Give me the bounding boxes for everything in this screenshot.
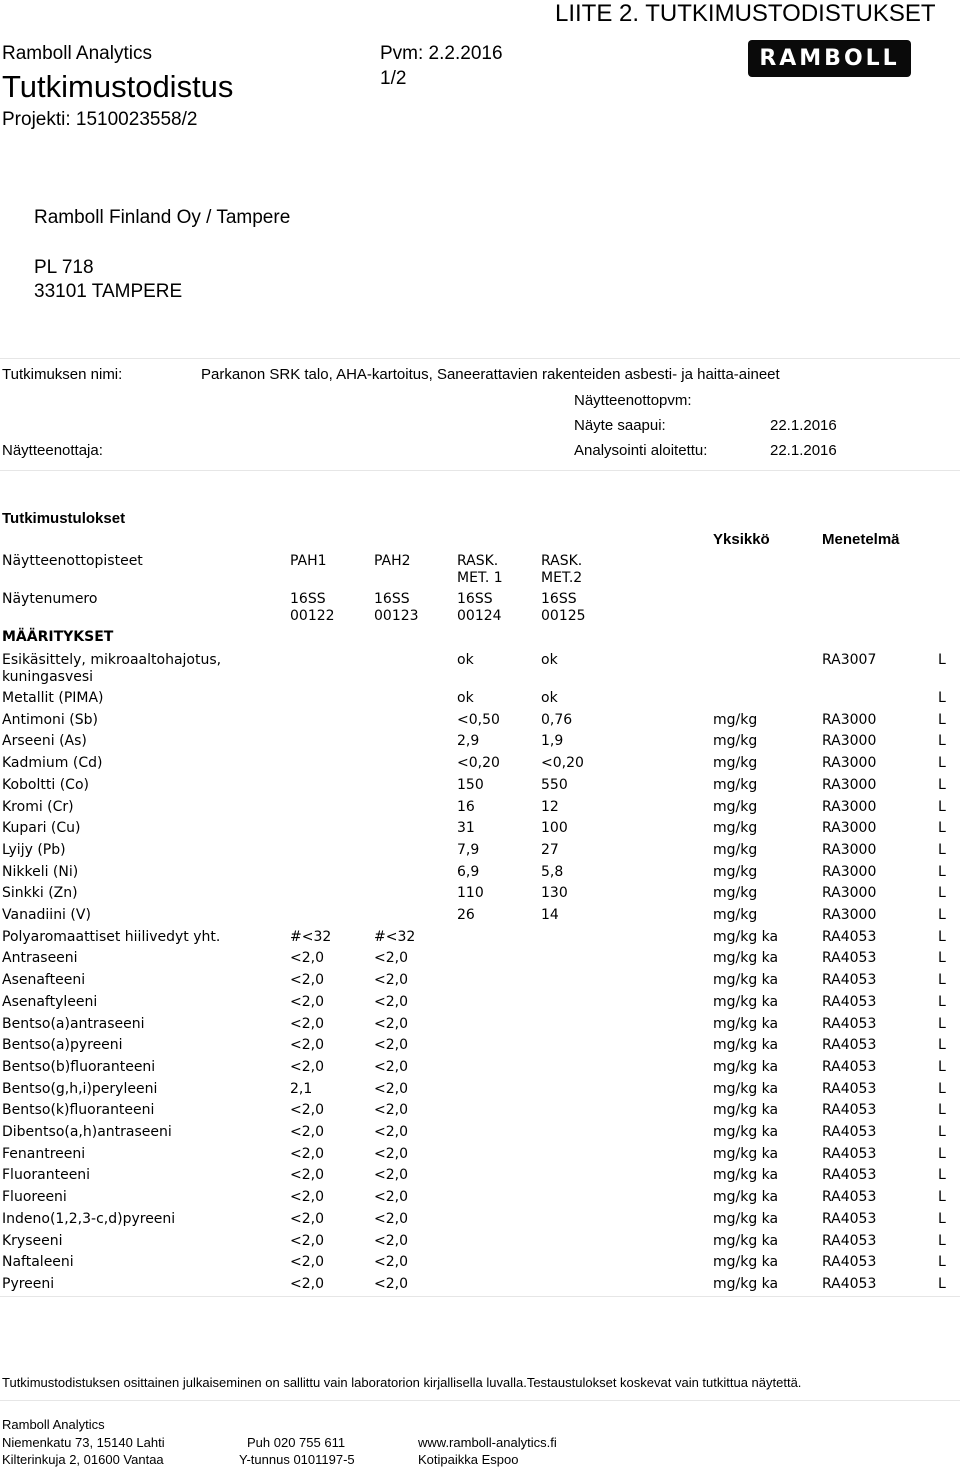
sample-number: 16SS 00124: [457, 591, 502, 624]
result-flag: L: [938, 993, 946, 1010]
result-row-name: Esikäsittely, mikroaaltohajotus, kuningasvesi: [2, 652, 222, 685]
result-flag: L: [938, 798, 946, 815]
result-flag: L: [938, 1124, 946, 1140]
sample-number: 16SS 00125: [541, 591, 586, 624]
result-value: ok: [457, 690, 474, 706]
result-unit: mg/kg ka: [713, 1124, 779, 1140]
result-value: 27: [541, 841, 559, 858]
result-value: <2,0: [374, 1102, 408, 1119]
result-flag: L: [938, 711, 946, 728]
result-value: <2,0: [290, 1232, 324, 1249]
result-value: <2,0: [290, 972, 324, 989]
result-value: <2,0: [290, 1037, 324, 1054]
footer-phone: Puh 020 755 611: [247, 1435, 346, 1450]
recipient-address-2: 33101 TAMPERE: [34, 281, 183, 302]
result-value: 150: [457, 776, 484, 793]
arrived-value: 22.1.2016: [770, 417, 837, 434]
result-row-name: Indeno(1,2,3-c,d)pyreeni: [2, 1210, 176, 1227]
result-value: 100: [541, 820, 568, 837]
result-flag: L: [938, 1102, 946, 1119]
result-method: RA4053: [822, 1167, 877, 1184]
divider: [0, 1296, 960, 1297]
result-flag: L: [938, 690, 946, 706]
footer-address-2: Kilterinkuja 2, 01600 Vantaa: [2, 1452, 164, 1467]
result-method: RA4053: [822, 1058, 877, 1075]
sampler-label: Näytteenottaja:: [2, 442, 103, 459]
page-number: 1/2: [380, 68, 407, 89]
result-value: ok: [541, 652, 558, 668]
result-value: 2,9: [457, 733, 480, 750]
result-unit: mg/kg ka: [713, 1080, 779, 1097]
result-unit: mg/kg ka: [713, 1058, 779, 1075]
result-method: RA3000: [822, 798, 877, 815]
result-value: <2,0: [290, 1167, 324, 1184]
results-heading: Tutkimustulokset: [2, 510, 126, 527]
result-value: <2,0: [374, 972, 408, 989]
result-flag: L: [938, 1037, 946, 1054]
result-unit: mg/kg ka: [713, 1015, 779, 1032]
result-row-name: Kromi (Cr): [2, 798, 74, 815]
unit-header: Yksikkö: [713, 531, 770, 548]
result-value: <0,20: [457, 755, 500, 772]
result-row-name: Naftaleeni: [2, 1254, 74, 1271]
result-row-name: Bentso(a)antraseeni: [2, 1015, 145, 1032]
result-value: 31: [457, 820, 475, 837]
result-flag: L: [938, 652, 946, 668]
result-flag: L: [938, 1167, 946, 1184]
result-row-name: Fluoranteeni: [2, 1167, 91, 1184]
result-value: 5,8: [541, 863, 564, 880]
result-row-name: Vanadiini (V): [2, 907, 91, 923]
result-row-name: Sinkki (Zn): [2, 885, 78, 902]
result-unit: mg/kg: [713, 863, 758, 880]
result-flag: L: [938, 1210, 946, 1227]
result-unit: mg/kg: [713, 776, 758, 793]
analysis-label: Analysointi aloitettu:: [574, 442, 708, 459]
result-unit: mg/kg ka: [713, 993, 779, 1010]
result-value: <2,0: [374, 993, 408, 1010]
result-method: RA4053: [822, 1015, 877, 1032]
result-flag: L: [938, 820, 946, 837]
result-method: RA3000: [822, 841, 877, 858]
result-row-name: Asenaftyleeni: [2, 993, 98, 1010]
result-row-name: Kupari (Cu): [2, 820, 81, 837]
result-row-name: Bentso(g,h,i)peryleeni: [2, 1080, 158, 1097]
divider: [0, 358, 960, 359]
result-value: <2,0: [374, 1080, 408, 1097]
sampling-point: PAH2: [374, 553, 411, 569]
result-value: <2,0: [290, 1102, 324, 1119]
result-flag: L: [938, 1015, 946, 1032]
result-method: RA4053: [822, 1254, 877, 1271]
result-unit: mg/kg ka: [713, 1210, 779, 1227]
result-row-name: Fenantreeni: [2, 1145, 86, 1162]
result-value: <2,0: [374, 1210, 408, 1227]
result-unit: mg/kg: [713, 755, 758, 772]
method-header: Menetelmä: [822, 531, 900, 548]
result-method: RA4053: [822, 1275, 877, 1292]
result-method: RA3000: [822, 907, 877, 923]
result-flag: L: [938, 1145, 946, 1162]
result-row-name: Asenafteeni: [2, 972, 86, 989]
result-value: 2,1: [290, 1080, 313, 1097]
result-unit: mg/kg ka: [713, 1254, 779, 1271]
result-row-name: Pyreeni: [2, 1275, 55, 1292]
result-value: 6,9: [457, 863, 480, 880]
recipient-address-1: PL 718: [34, 257, 94, 278]
result-value: 110: [457, 885, 484, 902]
result-value: <2,0: [290, 950, 324, 967]
result-flag: L: [938, 841, 946, 858]
result-unit: mg/kg: [713, 711, 758, 728]
footer-website[interactable]: www.ramboll-analytics.fi: [418, 1435, 557, 1450]
result-flag: L: [938, 1058, 946, 1075]
result-value: <2,0: [290, 1189, 324, 1206]
result-value: <2,0: [374, 1037, 408, 1054]
sampling-date-label: Näytteenottopvm:: [574, 392, 692, 409]
result-value: ok: [541, 690, 558, 706]
result-row-name: Dibentso(a,h)antraseeni: [2, 1124, 172, 1140]
result-unit: mg/kg: [713, 820, 758, 837]
result-value: <2,0: [374, 1058, 408, 1075]
disclaimer: Tutkimustodistuksen osittainen julkaiseminen on sallittu vain laboratorion kirjallisella luvalla.Testaustulokset koskevat vain tutkittua näytettä.: [2, 1375, 802, 1390]
result-unit: mg/kg: [713, 841, 758, 858]
result-row-name: Bentso(b)fluoranteeni: [2, 1058, 156, 1075]
divider: [0, 1400, 960, 1401]
result-row-name: Nikkeli (Ni): [2, 863, 79, 880]
result-value: <0,20: [541, 755, 584, 772]
result-value: <2,0: [290, 993, 324, 1010]
result-method: RA3000: [822, 863, 877, 880]
appendix-title: LIITE 2. TUTKIMUSTODISTUKSET: [555, 0, 936, 27]
result-unit: mg/kg: [713, 885, 758, 902]
result-value: <2,0: [374, 1167, 408, 1184]
sampling-point: RASK. MET.2: [541, 553, 583, 586]
result-unit: mg/kg ka: [713, 1275, 779, 1292]
result-value: <2,0: [290, 1058, 324, 1075]
project-number: Projekti: 1510023558/2: [2, 109, 198, 130]
analysis-value: 22.1.2016: [770, 442, 837, 459]
result-unit: mg/kg ka: [713, 972, 779, 989]
result-value: <2,0: [374, 1232, 408, 1249]
result-method: RA3000: [822, 733, 877, 750]
result-value: 14: [541, 907, 559, 923]
result-row-name: Antraseeni: [2, 950, 78, 967]
result-value: 550: [541, 776, 568, 793]
result-value: <2,0: [290, 1124, 324, 1140]
result-method: RA4053: [822, 950, 877, 967]
result-flag: L: [938, 1275, 946, 1292]
result-method: RA4053: [822, 928, 877, 945]
result-value: 16: [457, 798, 475, 815]
document-title: Tutkimustodistus: [2, 69, 234, 104]
result-value: <2,0: [374, 1124, 408, 1140]
result-unit: mg/kg ka: [713, 1167, 779, 1184]
result-value: 12: [541, 798, 559, 815]
sampling-point: PAH1: [290, 553, 327, 569]
result-row-name: Polyaromaattiset hiilivedyt yht.: [2, 928, 221, 945]
result-flag: L: [938, 972, 946, 989]
result-flag: L: [938, 1232, 946, 1249]
result-method: RA4053: [822, 993, 877, 1010]
ramboll-logo: RAMBOLL: [748, 40, 911, 77]
result-unit: mg/kg: [713, 798, 758, 815]
footer-business-id: Y-tunnus 0101197-5: [239, 1452, 355, 1467]
result-value: 26: [457, 907, 475, 923]
result-row-name: Antimoni (Sb): [2, 711, 98, 728]
result-flag: L: [938, 928, 946, 945]
result-method: RA4053: [822, 1080, 877, 1097]
result-flag: L: [938, 950, 946, 967]
result-value: <2,0: [374, 1189, 408, 1206]
section-heading: MÄÄRITYKSET: [2, 629, 114, 645]
study-value: Parkanon SRK talo, AHA-kartoitus, Saneerattavien rakenteiden asbesti- ja haitta-aineet: [201, 366, 780, 383]
result-method: RA3000: [822, 885, 877, 902]
result-value: <2,0: [374, 950, 408, 967]
result-value: <2,0: [290, 1145, 324, 1162]
sampling-point: RASK. MET. 1: [457, 553, 503, 586]
result-value: 130: [541, 885, 568, 902]
result-flag: L: [938, 1080, 946, 1097]
result-method: RA4053: [822, 1145, 877, 1162]
result-row-name: Bentso(a)pyreeni: [2, 1037, 123, 1054]
result-row-name: Koboltti (Co): [2, 776, 89, 793]
result-value: ok: [457, 652, 474, 668]
result-unit: mg/kg ka: [713, 928, 779, 945]
sample-number: 16SS 00122: [290, 591, 335, 624]
result-value: 1,9: [541, 733, 564, 750]
result-method: RA4053: [822, 1037, 877, 1054]
sample-number-label: Näytenumero: [2, 591, 98, 607]
result-unit: mg/kg ka: [713, 950, 779, 967]
result-value: <2,0: [290, 1254, 324, 1271]
result-unit: mg/kg: [713, 733, 758, 750]
result-method: RA4053: [822, 1189, 877, 1206]
result-method: RA4053: [822, 1232, 877, 1249]
result-method: RA3000: [822, 711, 877, 728]
arrived-label: Näyte saapui:: [574, 417, 666, 434]
result-flag: L: [938, 776, 946, 793]
result-flag: L: [938, 863, 946, 880]
footer-domicile: Kotipaikka Espoo: [418, 1452, 519, 1467]
document-date: Pvm: 2.2.2016: [380, 43, 503, 64]
footer-address-1: Niemenkatu 73, 15140 Lahti: [2, 1435, 165, 1450]
result-unit: mg/kg ka: [713, 1037, 779, 1054]
result-value: 7,9: [457, 841, 480, 858]
result-value: <2,0: [290, 1210, 324, 1227]
result-value: <2,0: [374, 1275, 408, 1292]
result-unit: mg/kg ka: [713, 1145, 779, 1162]
result-method: RA4053: [822, 1102, 877, 1119]
divider: [0, 470, 960, 471]
result-value: <2,0: [290, 1275, 324, 1292]
result-method: RA3000: [822, 755, 877, 772]
result-flag: L: [938, 755, 946, 772]
result-flag: L: [938, 907, 946, 923]
result-method: RA3007: [822, 652, 877, 668]
result-row-name: Arseeni (As): [2, 733, 87, 750]
result-value: <2,0: [374, 1015, 408, 1032]
result-row-name: Bentso(k)fluoranteeni: [2, 1102, 155, 1119]
study-label: Tutkimuksen nimi:: [2, 366, 123, 383]
result-flag: L: [938, 1254, 946, 1271]
result-row-name: Kadmium (Cd): [2, 755, 103, 772]
result-unit: mg/kg ka: [713, 1189, 779, 1206]
result-method: RA4053: [822, 972, 877, 989]
result-method: RA4053: [822, 1124, 877, 1140]
result-method: RA4053: [822, 1210, 877, 1227]
result-value: <2,0: [374, 1145, 408, 1162]
result-row-name: Lyijy (Pb): [2, 841, 66, 858]
result-method: RA3000: [822, 776, 877, 793]
lab-name: Ramboll Analytics: [2, 43, 152, 64]
result-value: #<32: [290, 928, 332, 945]
result-value: <2,0: [290, 1015, 324, 1032]
result-value: <0,50: [457, 711, 500, 728]
result-flag: L: [938, 1189, 946, 1206]
footer-company: Ramboll Analytics: [2, 1417, 105, 1432]
result-unit: mg/kg ka: [713, 1102, 779, 1119]
sampling-points-label: Näytteenottopisteet: [2, 553, 143, 569]
result-value: 0,76: [541, 711, 573, 728]
result-flag: L: [938, 885, 946, 902]
result-unit: mg/kg ka: [713, 1232, 779, 1249]
result-method: RA3000: [822, 820, 877, 837]
result-row-name: Fluoreeni: [2, 1189, 67, 1206]
result-value: #<32: [374, 928, 416, 945]
result-value: <2,0: [374, 1254, 408, 1271]
result-flag: L: [938, 733, 946, 750]
recipient-name: Ramboll Finland Oy / Tampere: [34, 207, 291, 228]
result-row-name: Metallit (PIMA): [2, 690, 104, 706]
sample-number: 16SS 00123: [374, 591, 419, 624]
result-unit: mg/kg: [713, 907, 758, 923]
result-row-name: Kryseeni: [2, 1232, 63, 1249]
